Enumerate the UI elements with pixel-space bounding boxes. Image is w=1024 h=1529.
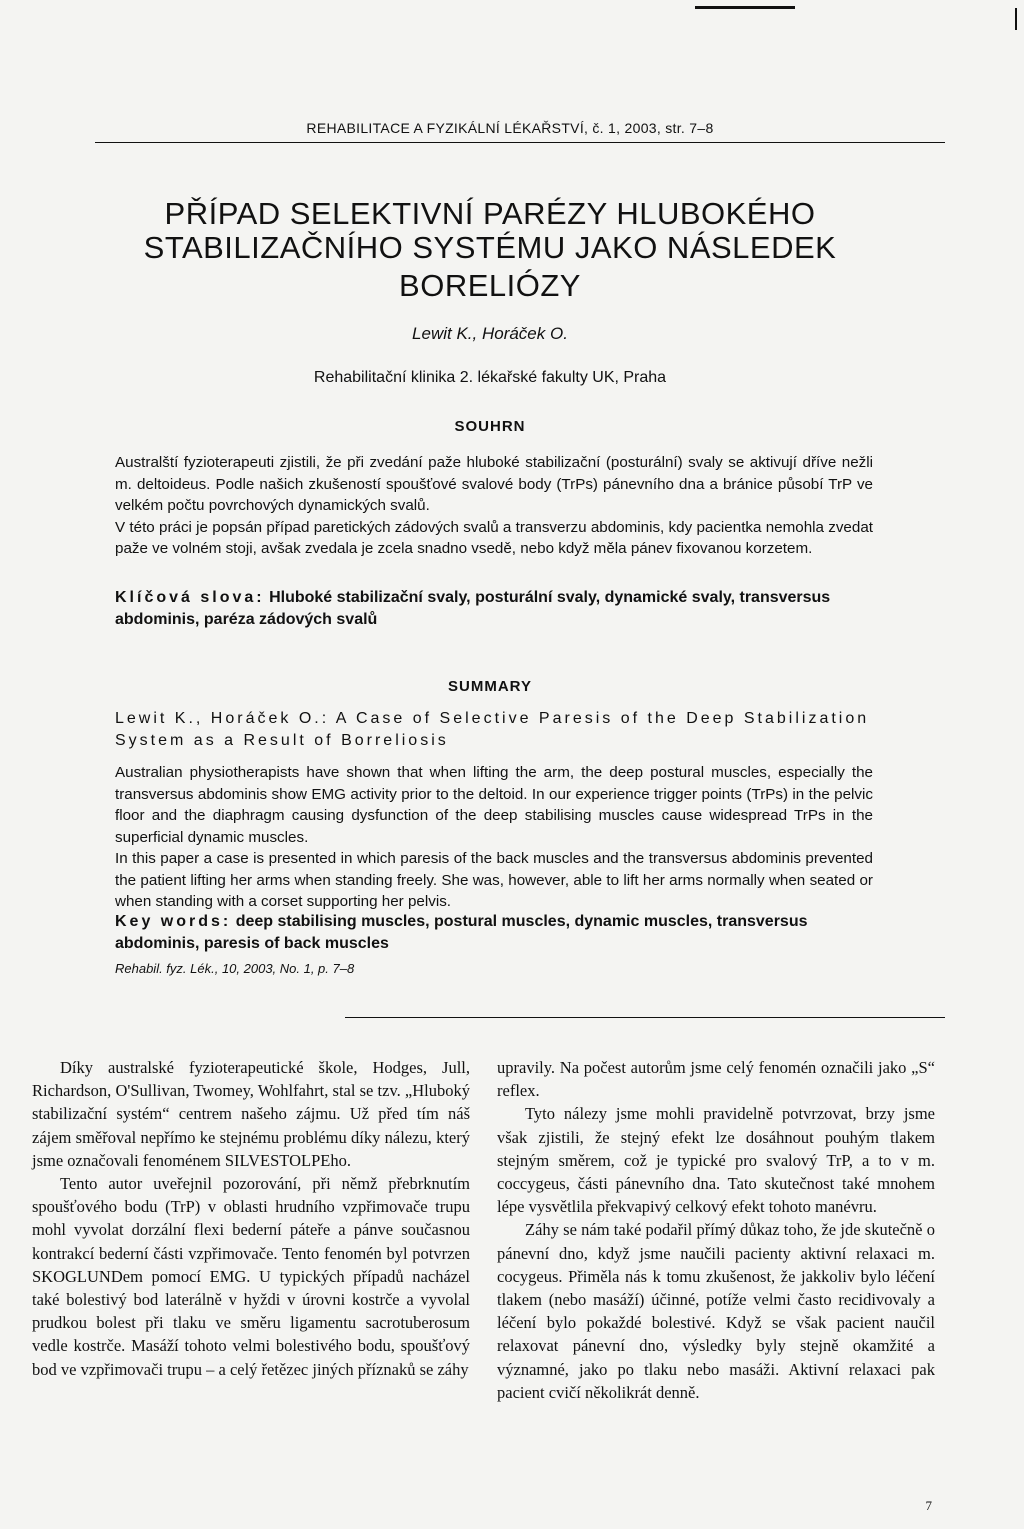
body-paragraph: Tyto nálezy jsme mohli pravidelně potvrzovat, brzy jsme však zjistili, že stejný efekt lze dosáhnout pouhým tlakem stejným směrem, což je typické pro svalový TrP, a to v m. coccygeus, části pánevního dna. Tato skutečnost také mnohem lépe vysvětlila překvapivý celkový efekt tohoto manévru. xyxy=(497,1104,935,1217)
souhrn-heading: SOUHRN xyxy=(454,418,526,435)
summary-heading: SUMMARY xyxy=(448,678,532,695)
keywords-label: Key words: xyxy=(115,913,232,930)
body-column-left xyxy=(32,1056,470,1381)
body-column-right xyxy=(497,1056,935,1404)
summary-paragraph: In this paper a case is presented in which paresis of the back muscles and the transversus abdominis prevented the patient lifting her arms when standing freely. She was, however, able to lift her arms normally when seated or when standing with a corset supporting her pelvis. xyxy=(115,850,873,910)
scan-mark-bar xyxy=(695,6,795,9)
souhrn-keywords xyxy=(115,587,873,631)
keywords-text: deep stabilising muscles, postural muscles, dynamic muscles, transversus abdominis, paresis of back muscles xyxy=(115,913,808,952)
summary-title-line: Lewit K., Horáček O.: A Case of Selective Paresis of the Deep Stabilization System as a Result of Borreliosis xyxy=(115,710,870,749)
article-title-line1: PŘÍPAD SELEKTIVNÍ PARÉZY HLUBOKÉHO xyxy=(164,196,816,231)
page-number: 7 xyxy=(925,1498,932,1513)
body-paragraph: upravily. Na počest autorům jsme celý fenomén označili jako „S“ reflex. xyxy=(497,1058,935,1101)
souhrn-abstract xyxy=(115,452,873,560)
keywords-text: Hluboké stabilizační svaly, posturální svaly, dynamické svaly, transversus abdominis, paréza zádových svalů xyxy=(115,589,831,628)
scan-mark-tick xyxy=(1015,8,1017,30)
summary-paragraph: Australian physiotherapists have shown that when lifting the arm, the deep postural muscles, especially the transversus abdominis show EMG activity prior to the deltoid. In our experience trigger points (TrPs) in the pelvic floor and the diaphragm causing dysfunction of the deep stabilising muscles cause widespread TrPs in the superficial dynamic muscles. xyxy=(115,764,873,846)
body-paragraph: Tento autor uveřejnil pozorování, při němž přebrknutím spoušťového bodu (TrP) v oblasti hrudního vzpřimovače trupu mohl vyvolat dorzální flexi bederní páteře a pánve současnou kontrakcí bederní části vzpřimovače. Tento fenomén byl potvrzen SKOGLUNDem pomocí EMG. U typických případů nacházel také bolestivý bod laterálně v hyždi v úrovni kostrče a vyvolal prudkou bolest při tlaku ve směru ligamentu sacrotuberosum vedle kostrče. Masáží tohoto velmi bolestivého bodu, spoušťový bod ve vzpřimovači trupu – a celý řetězec jiných příznaků se záhy xyxy=(32,1174,470,1379)
article-title-line2: STABILIZAČNÍHO SYSTÉMU JAKO NÁSLEDEK xyxy=(143,230,837,265)
citation: Rehabil. fyz. Lék., 10, 2003, No. 1, p. 7–8 xyxy=(115,961,355,976)
section-rule xyxy=(345,1017,945,1018)
article-title-line3: BORELIÓZY xyxy=(399,268,581,303)
authors: Lewit K., Horáček O. xyxy=(412,324,568,343)
affiliation: Rehabilitační klinika 2. lékařské fakulty UK, Praha xyxy=(313,369,667,386)
souhrn-paragraph: V této práci je popsán případ paretických zádových svalů a transverzu abdominis, kdy pacientka nemohla zvedat paže ve volném stoji, avšak zvedala je zcela snadno vsedě, nebo když měla pánev fixovanou korzetem. xyxy=(115,518,873,557)
body-paragraph: Záhy se nám také podařil přímý důkaz toho, že jde skutečně o pánevní dno, když jsme naučili pacienty aktivní relaxaci m. cocygeus. Přiměla nás k tomu zkušenost, že jakkoliv bylo léčení tlakem (nebo masáží) účinné, potíže velmi často recidivovaly a léčení bylo pokaždé bolestivé. Když se však pacient naučil relaxovat pánevní dno, výsledky byly stejně okamžité a významné, jako po tlaku nebo masáži. Aktivní relaxaci pak pacient cvičí několikrát denně. xyxy=(497,1220,935,1402)
souhrn-paragraph: Australští fyzioterapeuti zjistili, že při zvedání paže hluboké stabilizační (posturální) svaly se aktivují dříve nežli m. deltoideus. Podle našich zkušeností spoušťové svalové body (TrPs) pánevního dna a bránice působí TrP ve velkém počtu povrchových dynamických svalů. xyxy=(115,454,873,514)
header-rule xyxy=(95,142,945,143)
body-paragraph: Díky australské fyzioterapeutické škole, Hodges, Jull, Richardson, O'Sullivan, Twomey, Wohlfahrt, stal se tzv. „Hluboký stabilizační systém“ centrem našeho zájmu. Už před tím náš zájem směřoval nepřímo ke stejnému problému díky nálezu, který jsme označovali fenoménem SILVESTOLPEho. xyxy=(32,1058,470,1170)
journal-header: REHABILITACE A FYZIKÁLNÍ LÉKAŘSTVÍ, č. 1, 2003, str. 7–8 xyxy=(306,120,714,136)
keywords-label: Klíčová slova: xyxy=(115,589,265,606)
summary-abstract xyxy=(115,762,873,913)
summary-keywords xyxy=(115,911,873,955)
